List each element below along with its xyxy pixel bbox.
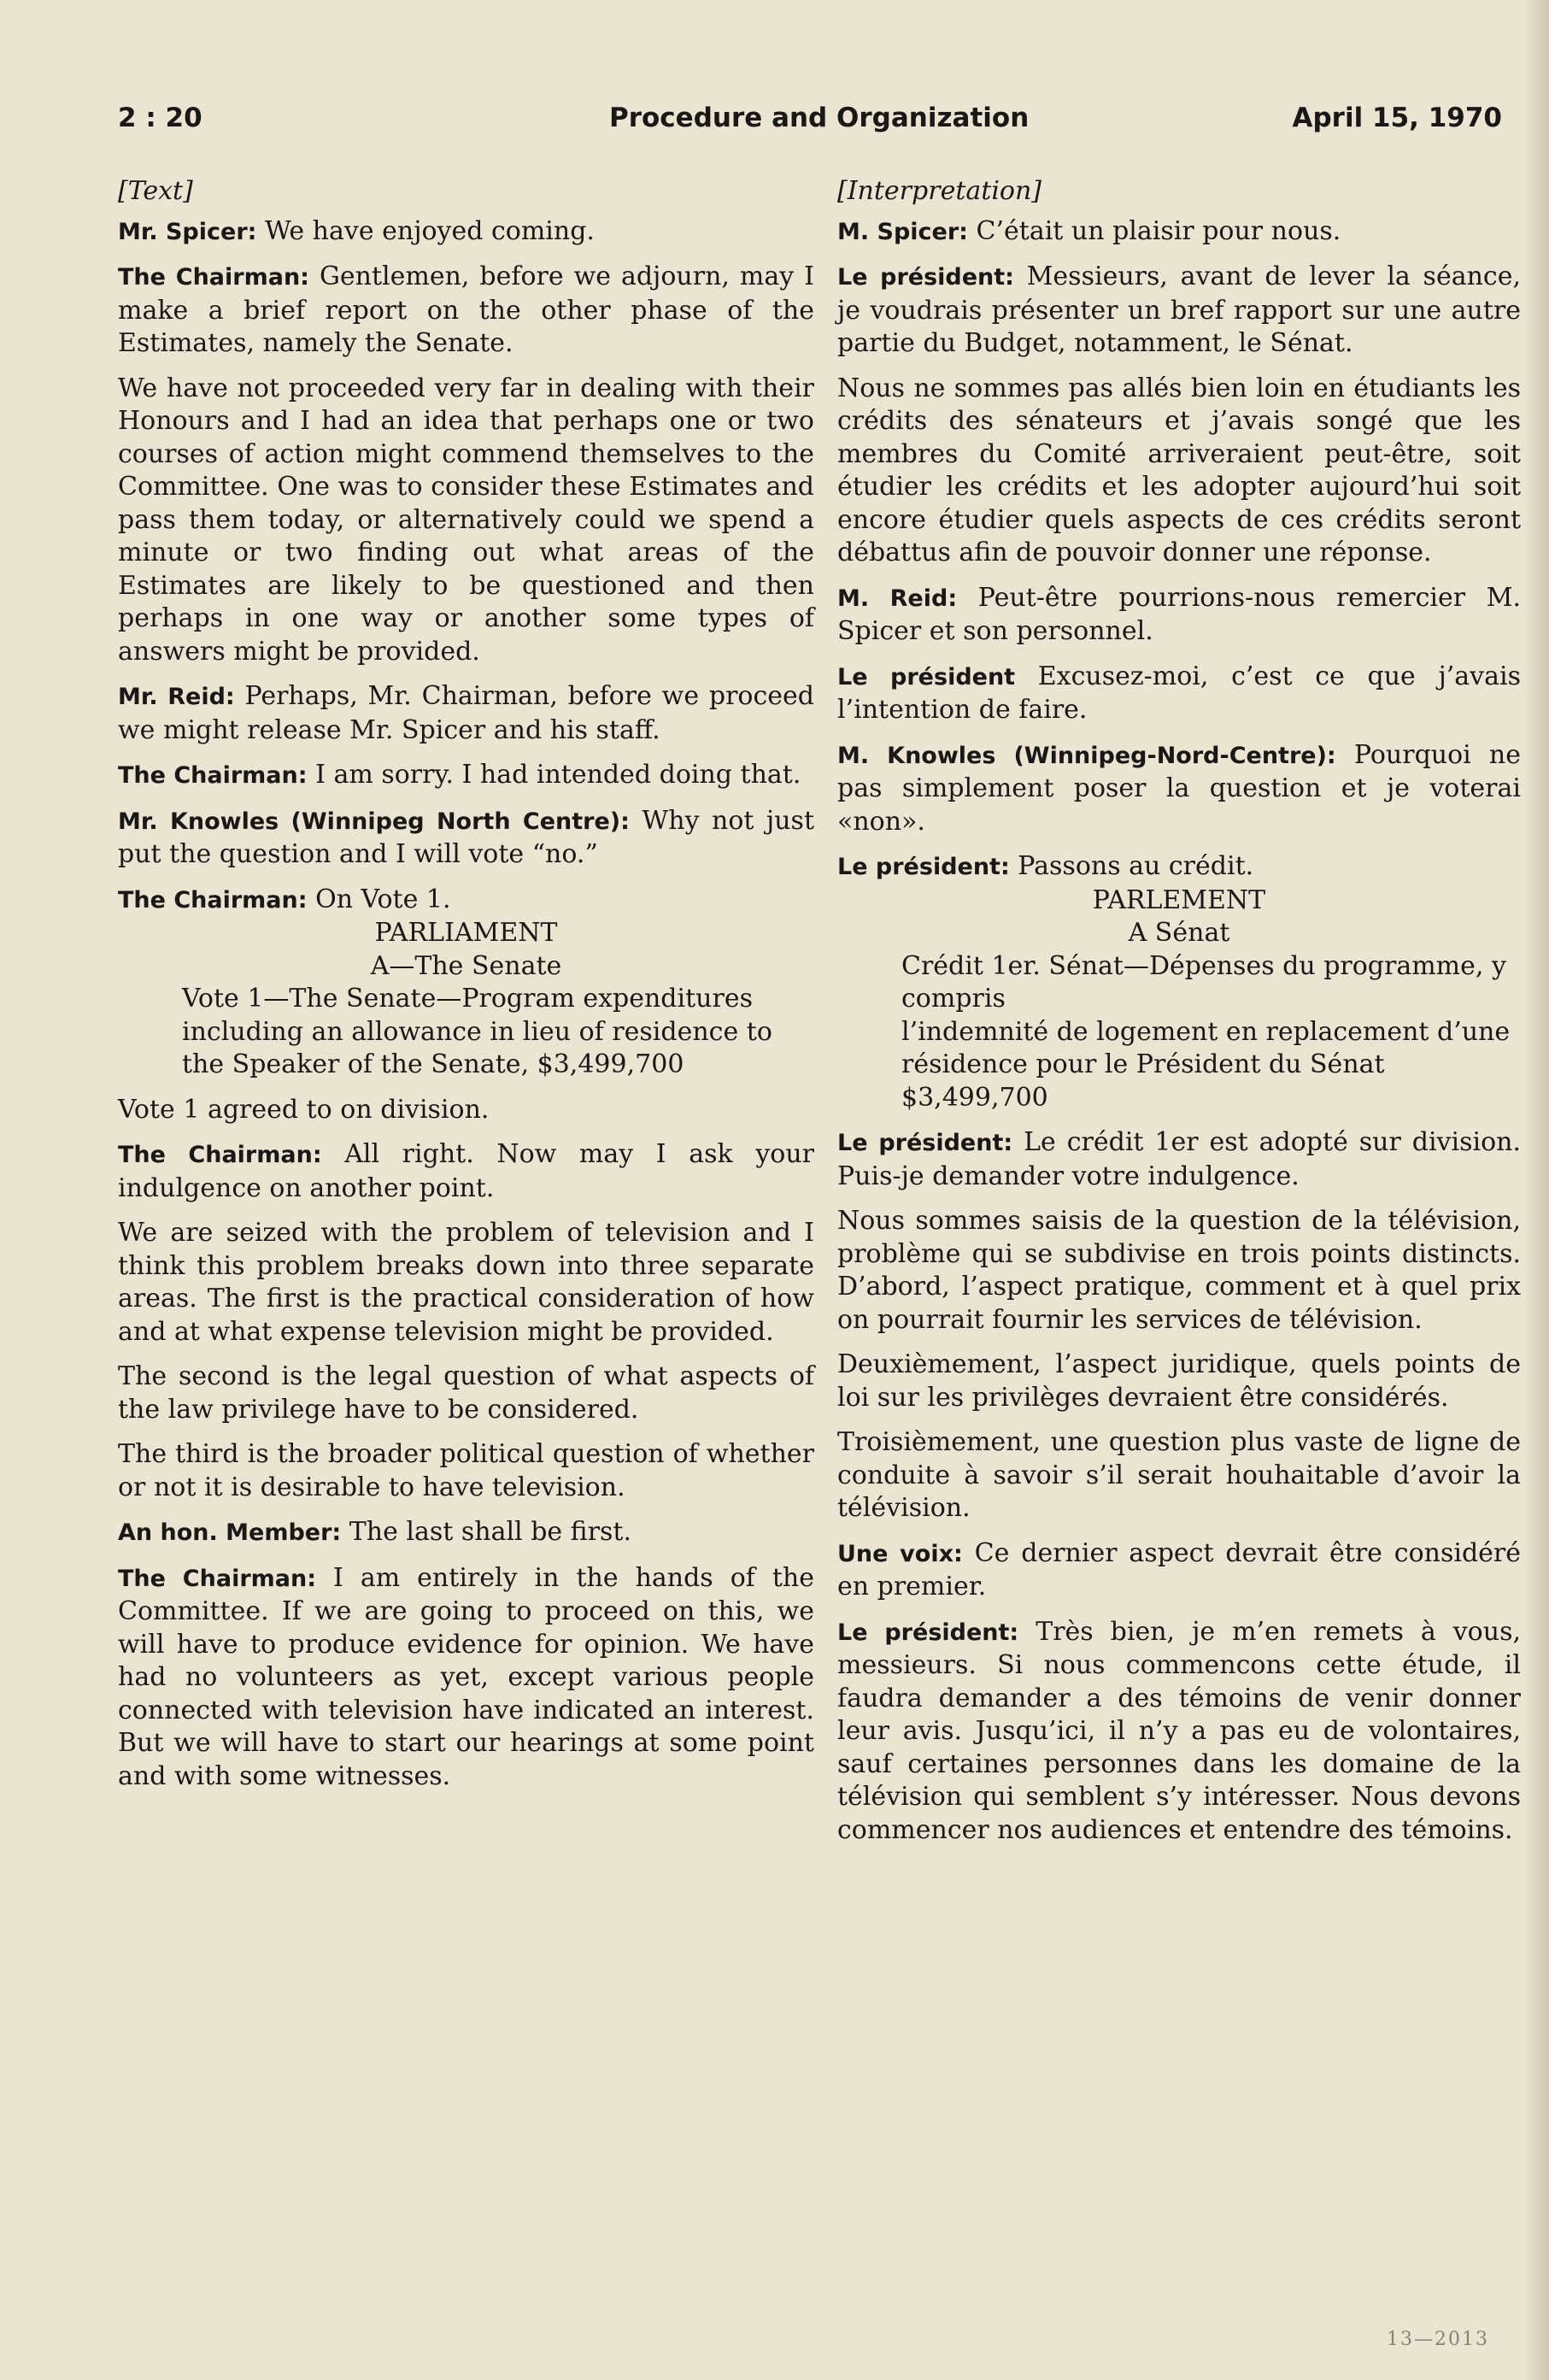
paragraph: Nous sommes saisis de la question de la télévision, problème qui se subdivise en trois points distincts. D’abord, l’aspect pratique, comment et à quel prix on pourrait fournir les services de télévision. xyxy=(837,1206,1521,1335)
speaker: Mr. Knowles (Winnipeg North Centre): xyxy=(118,808,630,835)
speaker: M. Knowles (Winnipeg-Nord-Centre): xyxy=(837,742,1336,769)
speaker: Mr. Spicer: xyxy=(118,218,257,245)
page-date: April 15, 1970 xyxy=(1292,103,1502,133)
page-number: 2 : 20 xyxy=(118,103,202,133)
speaker: Une voix: xyxy=(837,1540,963,1567)
interpretation-tag: [Interpretation] xyxy=(837,176,1042,206)
paragraph: We have not proceeded very far in dealing with their Honours and I had an idea that perhaps one or two courses of action might commend themselves to the Committee. One was to consider these Estimates and pass them today, or alternatively could we spend a minute or two finding out what areas of the Estimates are likely to be questioned and then perhaps in one way or another some types of answers might be provided. xyxy=(118,373,814,667)
speaker: The Chairman: xyxy=(118,762,308,789)
paragraph: An hon. Member: The last shall be first. xyxy=(118,1517,632,1547)
paragraph: Mr. Spicer: We have enjoyed coming. xyxy=(118,215,595,246)
paragraph: Vote 1 agreed to on division. xyxy=(118,1094,490,1125)
paragraph: Le président: Messieurs, avant de lever la séance, je voudrais présenter un bref rapport sur une autre partie du Budget, notamment, le Sénat. xyxy=(837,262,1521,358)
paragraph: Mr. Knowles (Winnipeg North Centre): Why not just put the question and I will vote “no.” xyxy=(118,805,814,869)
paragraph: Le président: Le crédit 1er est adopté sur division. Puis-je demander votre indulgence. xyxy=(837,1127,1522,1191)
page-header xyxy=(118,103,1502,145)
paragraph: Le président: Passons au crédit. xyxy=(837,851,1254,881)
speaker: Le président: xyxy=(837,1130,1013,1156)
speaker: Le président: xyxy=(837,854,1010,880)
paragraph: The second is the legal question of what aspects of the law privilege have to be considered. xyxy=(118,1361,814,1425)
speaker: Le président xyxy=(837,663,1016,690)
page-footer-mark: 13—2013 xyxy=(1387,2329,1489,2350)
paragraph: M. Reid: Peut-être pourrions-nous remercier M. Spicer et son personnel. xyxy=(837,582,1521,646)
subsection-heading: A—The Senate xyxy=(370,950,562,981)
paragraph: Le président Excusez-moi, c’est ce que j’avais l’intention de faire. xyxy=(837,661,1521,725)
paragraph: Troisièmement, une question plus vaste de ligne de conduite à savoir s’il serait houhaitable d’avoir la télévision. xyxy=(837,1427,1521,1523)
paragraph: Une voix: Ce dernier aspect devrait être considéré en premier. xyxy=(837,1537,1522,1601)
speaker: Mr. Reid: xyxy=(118,684,235,710)
paragraph: Mr. Reid: Perhaps, Mr. Chairman, before we proceed we might release Mr. Spicer and his staff. xyxy=(118,681,814,745)
speaker: Le président: xyxy=(837,1619,1019,1646)
french-column xyxy=(837,175,1521,1859)
paragraph: We are seized with the problem of television and I think this problem breaks down into three separate areas. The first is the practical consideration of how and at what expense television might be provided. xyxy=(118,1218,814,1347)
subsection-heading: A Sénat xyxy=(1128,918,1230,948)
paragraph: The Chairman: I am sorry. I had intended doing that. xyxy=(118,760,801,790)
speaker: An hon. Member: xyxy=(118,1519,342,1546)
speaker: The Chairman: xyxy=(118,1565,317,1592)
text-tag: [Text] xyxy=(118,176,193,206)
paragraph: The third is the broader political question of whether or not it is desirable to have television. xyxy=(118,1439,814,1502)
paragraph: Deuxièmement, l’aspect juridique, quels points de loi sur les privilèges devraient être considérés. xyxy=(837,1349,1521,1413)
paragraph: Nous ne sommes pas allés bien loin en étudiants les crédits des sénateurs et j’avais songé que les membres du Comité arriveraient peut-être, soit étudier les crédits et les adopter aujourd’hui soit encore étudier quels aspects de ces crédits seront débattus afin de pouvoir donner une réponse. xyxy=(837,373,1521,567)
vote-item-continued: l’indemnité de logement en replacement d’une résidence pour le Président du Sénat $3,499,700 xyxy=(901,1016,1511,1113)
page-title: Procedure and Organization xyxy=(609,103,1030,133)
paragraph: M. Knowles (Winnipeg-Nord-Centre): Pourquoi ne pas simplement poser la question et je voterai «non». xyxy=(837,739,1521,837)
section-heading: PARLIAMENT xyxy=(374,918,558,948)
speaker: The Chairman: xyxy=(118,1142,322,1168)
vote-item: Crédit 1er. Sénat—Dépenses du programme, y compris xyxy=(901,950,1506,1014)
speaker: The Chairman: xyxy=(118,264,309,291)
speaker: M. Spicer: xyxy=(837,218,968,245)
paragraph: The Chairman: Gentlemen, before we adjourn, may I make a brief report on the other phase of the Estimates, namely the Senate. xyxy=(118,262,814,358)
page-edge-shadow xyxy=(1523,0,1549,2380)
vote-item: Vote 1—The Senate—Program expenditures including an allowance in lieu of residence to the Speaker of the Senate, $3,499,700 xyxy=(182,984,772,1079)
paragraph: The Chairman: All right. Now may I ask your indulgence on another point. xyxy=(118,1139,814,1203)
speaker: The Chairman: xyxy=(118,886,308,914)
speaker: Le président: xyxy=(837,264,1014,291)
speaker: M. Reid: xyxy=(837,585,958,612)
paragraph: Le président: Très bien, je m’en remets à vous, messieurs. Si nous commencons cette étude, il faudra demander a des témoins de venir donner leur avis. Jusqu’ici, il n’y a pas eu de volontaires, sauf certaines personnes dans les domaine de la télévision qui semblent s’y intéresser. Nous devons commencer nos audiences et entendre des témoins. xyxy=(837,1616,1521,1845)
english-column xyxy=(118,175,814,1805)
paragraph: M. Spicer: C’était un plaisir pour nous. xyxy=(837,215,1341,246)
paragraph: The Chairman: I am entirely in the hands of the Committee. If we are going to proceed on this, we will have to produce evidence for opinion. We have had no volunteers as yet, except various people connected with television have indicated an interest. But we will have to start our hearings at some point and with some witnesses. xyxy=(118,1562,814,1791)
section-heading: PARLEMENT xyxy=(1092,884,1266,915)
paragraph: The Chairman: On Vote 1. xyxy=(118,884,451,914)
